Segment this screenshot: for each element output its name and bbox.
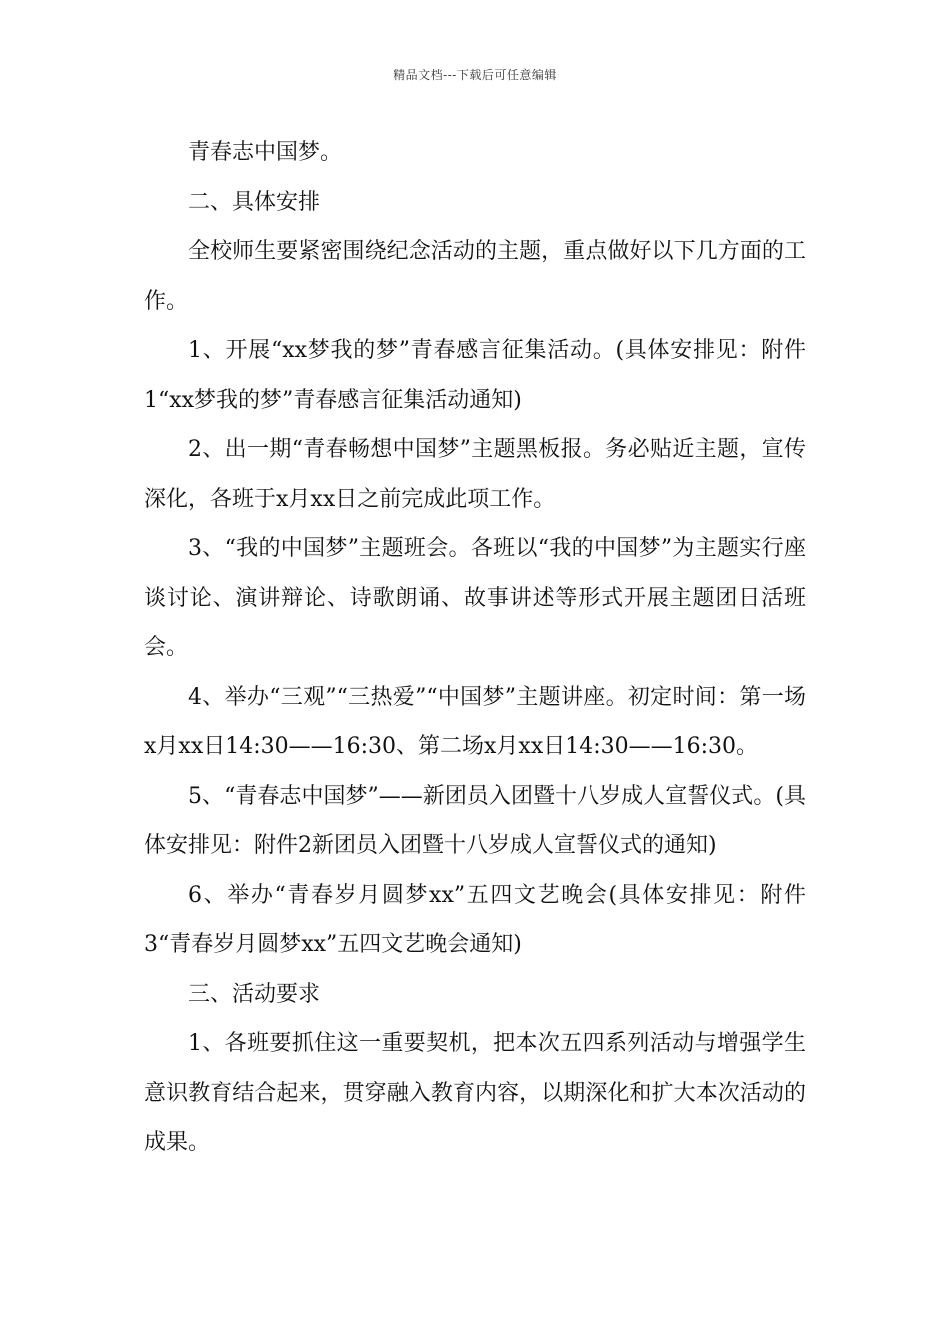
paragraph-3: 全校师生要紧密围绕纪念活动的主题，重点做好以下几方面的工作。: [144, 239, 806, 314]
section-heading-10: 三、活动要求: [188, 981, 321, 1007]
paragraph-5: 2、出一期“青春畅想中国梦”主题黑板报。务必贴近主题，宣传深化，各班于x月xx日之前完成此项工作。: [144, 437, 806, 512]
paragraph-11: 1、各班要抓住这一重要契机，把本次五四系列活动与增强学生意识教育结合起来，贯穿融入教育内容，以期深化和扩大本次活动的成果。: [144, 1031, 806, 1155]
paragraph-7: 4、举办“三观”“三热爱”“中国梦”主题讲座。初定时间：第一场x月xx日14:30——16:30、第二场x月xx日14:30——16:30。: [144, 684, 806, 759]
page-header: 精品文档---下载后可任意编辑: [393, 68, 557, 82]
paragraph-9: 6、举办“青春岁月圆梦xx”五四文艺晚会(具体安排见：附件3“青春岁月圆梦xx”五四文艺晚会通知): [144, 882, 806, 957]
paragraph-4: 1、开展“xx梦我的梦”青春感言征集活动。(具体安排见：附件1“xx梦我的梦”青春感言征集活动通知): [144, 338, 806, 413]
paragraph-6: 3、“我的中国梦”主题班会。各班以“我的中国梦”为主题实行座谈讨论、演讲辩论、诗歌朗诵、故事讲述等形式开展主题团日活班会。: [144, 536, 806, 660]
section-heading-2: 二、具体安排: [188, 189, 321, 215]
paragraph-8: 5、“青春志中国梦”——新团员入团暨十八岁成人宣誓仪式。(具体安排见：附件2新团员入团暨十八岁成人宣誓仪式的通知): [144, 783, 806, 858]
paragraph-1: 青春志中国梦。: [188, 140, 343, 165]
document-body: [144, 128, 806, 1168]
